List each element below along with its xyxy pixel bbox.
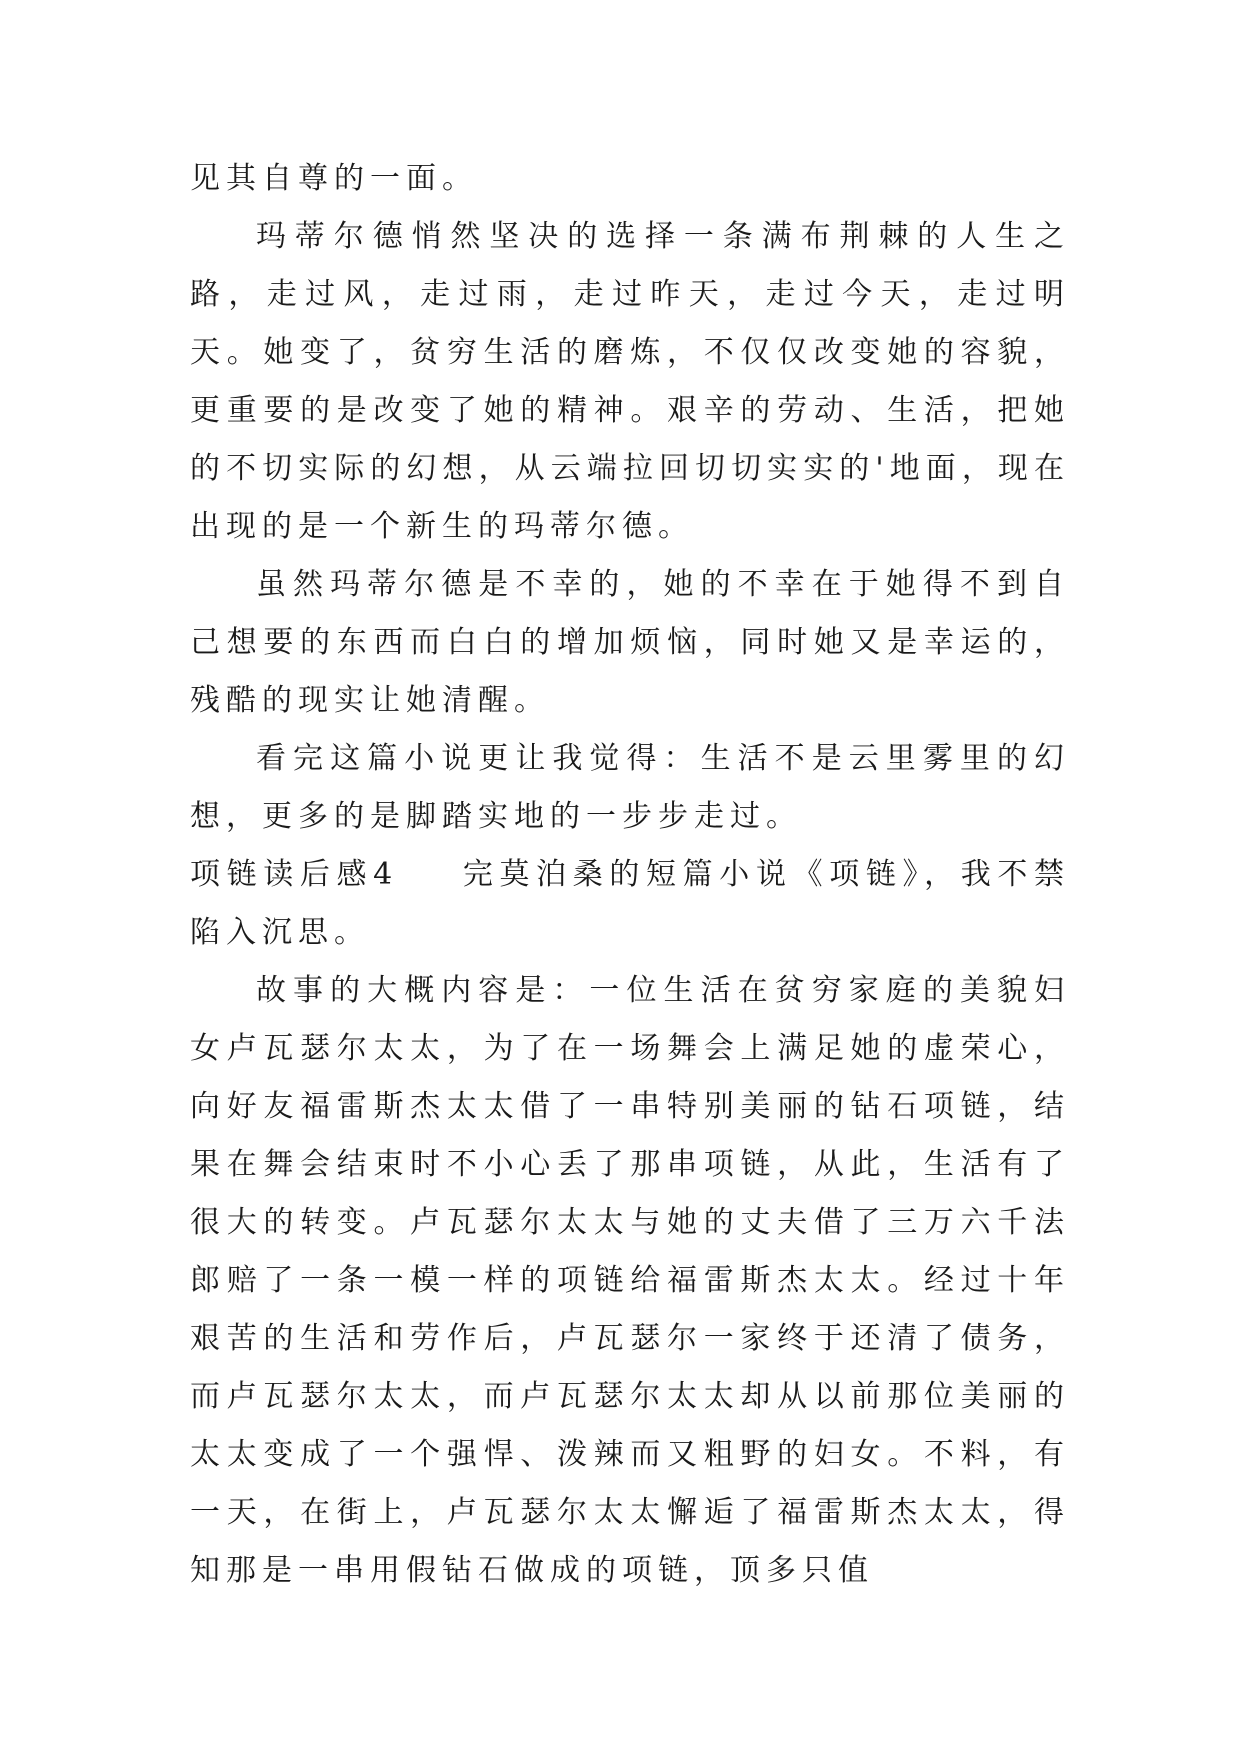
paragraph: 见其自尊的一面。	[190, 161, 478, 196]
section-intro-text: 完莫泊桑的短篇小说《项链》，我不禁陷入沉思。	[190, 857, 1070, 950]
section-title: 项链读后感4	[190, 857, 399, 892]
section-heading-line	[190, 846, 1070, 962]
paragraph: 虽然玛蒂尔德是不幸的，她的不幸在于她得不到自己想要的东西而白白的增加烦恼，同时她又是幸运的，残酷的现实让她清醒。	[190, 567, 1070, 718]
paragraph: 故事的大概内容是：一位生活在贫穷家庭的美貌妇女卢瓦瑟尔太太，为了在一场舞会上满足她的虚荣心，向好友福雷斯杰太太借了一串特别美丽的钻石项链，结果在舞会结束时不小心丢了那串项链，从此，生活有了很大的转变。卢瓦瑟尔太太与她的丈夫借了三万六千法郎赔了一条一模一样的项链给福雷斯杰太太。经过十年艰苦的生活和劳作后，卢瓦瑟尔一家终于还清了债务，而卢瓦瑟尔太太，而卢瓦瑟尔太太却从以前那位美丽的太太变成了一个强悍、泼辣而又粗野的妇女。不料，有一天，在街上，卢瓦瑟尔太太懈逅了福雷斯杰太太，得知那是一串用假钻石做成的项链，顶多只值	[190, 973, 1070, 1588]
paragraph: 玛蒂尔德悄然坚决的选择一条满布荆棘的人生之路，走过风，走过雨，走过昨天，走过今天，走过明天。她变了，贫穷生活的磨炼，不仅仅改变她的容貌，更重要的是改变了她的精神。艰辛的劳动、生活，把她的不切实际的幻想，从云端拉回切切实实的'地面，现在出现的是一个新生的玛蒂尔德。	[190, 219, 1070, 544]
document-page	[190, 150, 1070, 1600]
paragraph: 看完这篇小说更让我觉得：生活不是云里雾里的幻想，更多的是脚踏实地的一步步走过。	[190, 741, 1070, 834]
